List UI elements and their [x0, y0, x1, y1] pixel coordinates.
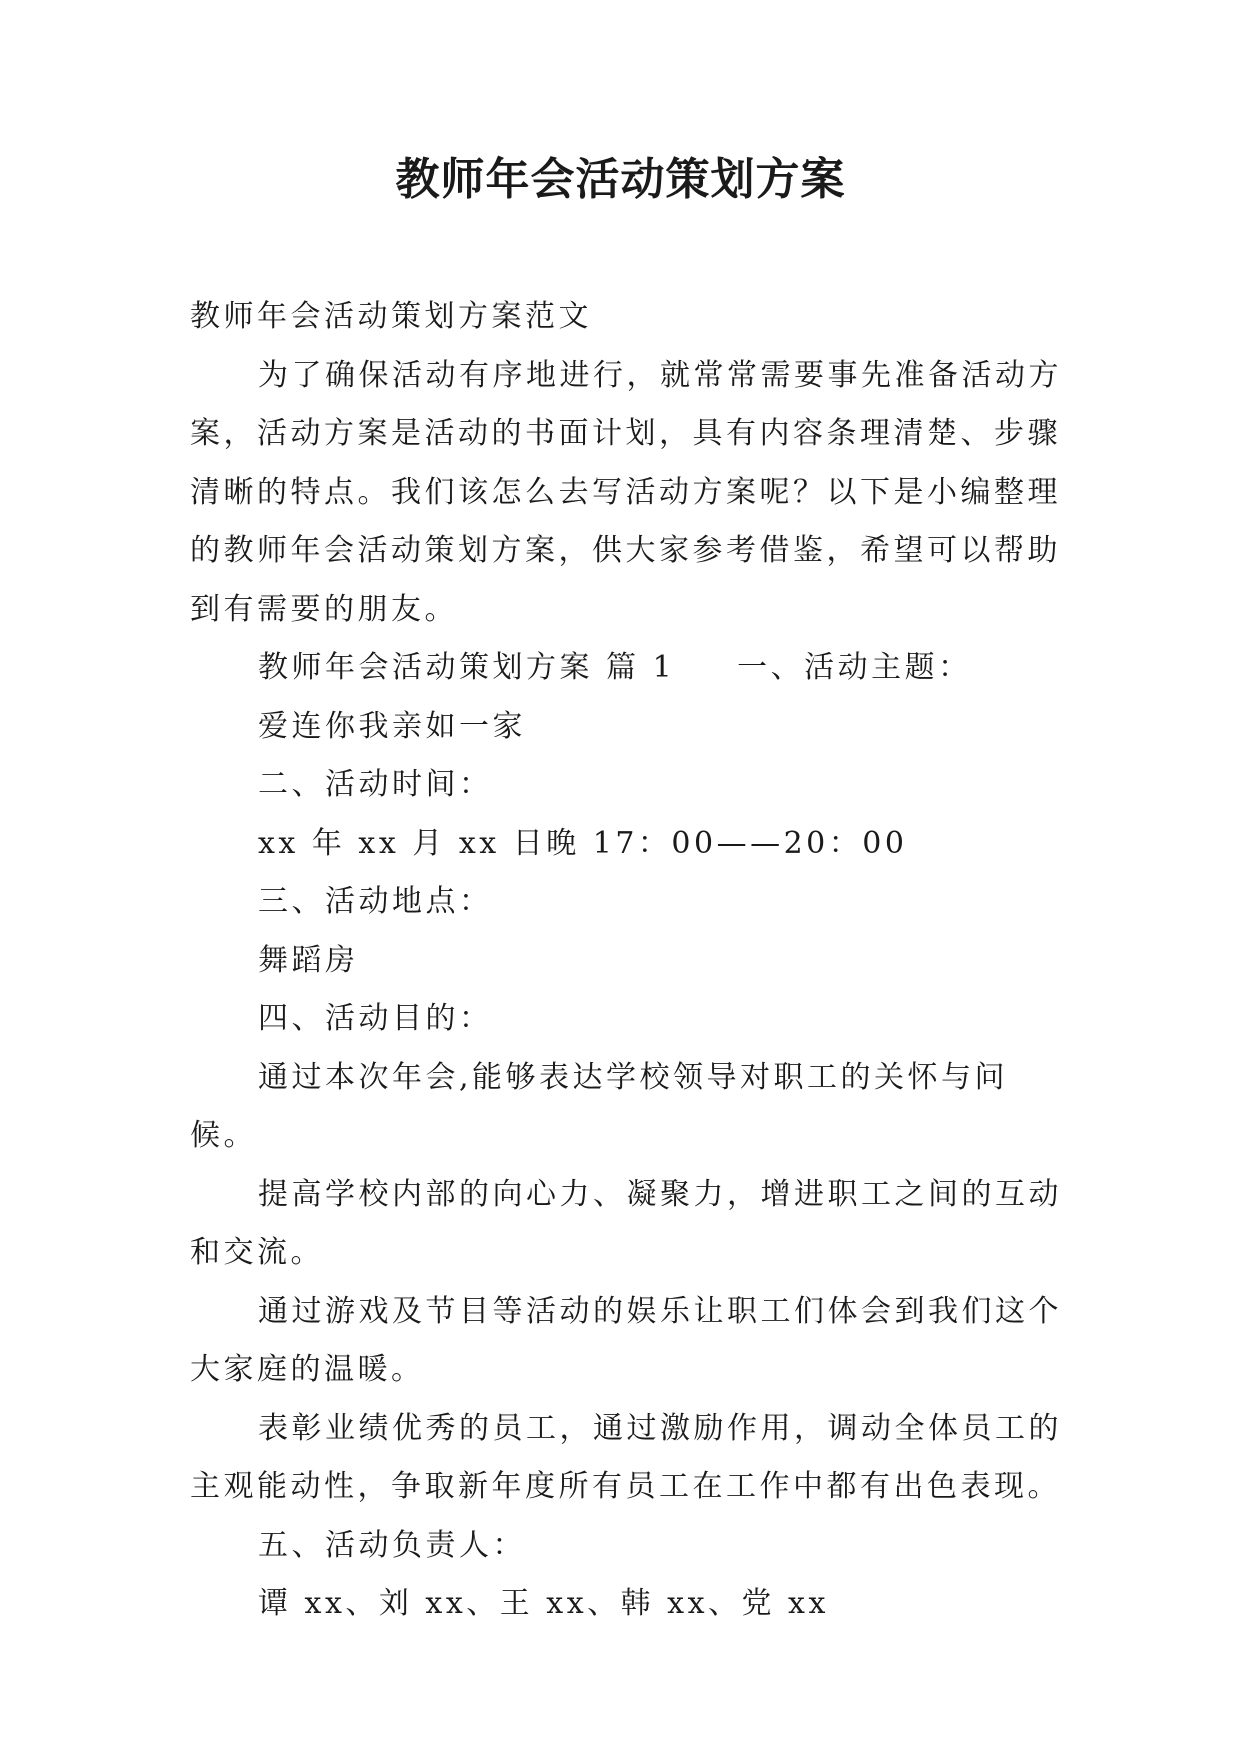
theme-text: 爱连你我亲如一家 [258, 708, 526, 744]
owner-text: 谭 xx、刘 xx、王 xx、韩 xx、党 xx [258, 1586, 829, 1621]
theme-heading: 一、活动主题： [737, 650, 972, 685]
intro-paragraph: 为了确保活动有序地进行，就常常需要事先准备活动方案，活动方案是活动的书面计划，具有内容条理清楚、步骤清晰的特点。我们该怎么去写活动方案呢？以下是小编整理的教师年会活动策划方案，供大家参考借鉴，希望可以帮助到有需要的朋友。 [190, 357, 1062, 627]
goal-paragraph: 通过本次年会,能够表达学校领导对职工的关怀与问候。 [190, 1059, 1009, 1153]
goal-paragraph: 通过游戏及节目等活动的娱乐让职工们体会到我们这个大家庭的温暖。 [190, 1293, 1062, 1387]
section-line [190, 639, 1070, 698]
goal-paragraph: 提高学校内部的向心力、凝聚力，增进职工之间的互动和交流。 [190, 1176, 1062, 1270]
place-text: 舞蹈房 [258, 942, 359, 978]
section-heading: 教师年会活动策划方案 篇 1 [258, 650, 676, 685]
place-heading: 三、活动地点： [258, 884, 493, 919]
subtitle: 教师年会活动策划方案范文 [190, 299, 592, 334]
goal-heading: 四、活动目的： [258, 1001, 493, 1036]
time-heading: 二、活动时间： [258, 767, 493, 802]
goal-paragraph: 表彰业绩优秀的员工，通过激励作用，调动全体员工的主观能动性，争取新年度所有员工在工作中都有出色表现。 [190, 1410, 1062, 1504]
document-title: 教师年会活动策划方案 [395, 154, 846, 205]
document-body [190, 288, 1070, 1634]
owner-heading: 五、活动负责人： [258, 1527, 526, 1563]
time-text: xx 年 xx 月 xx 日晚 17：00——20：00 [258, 825, 908, 861]
